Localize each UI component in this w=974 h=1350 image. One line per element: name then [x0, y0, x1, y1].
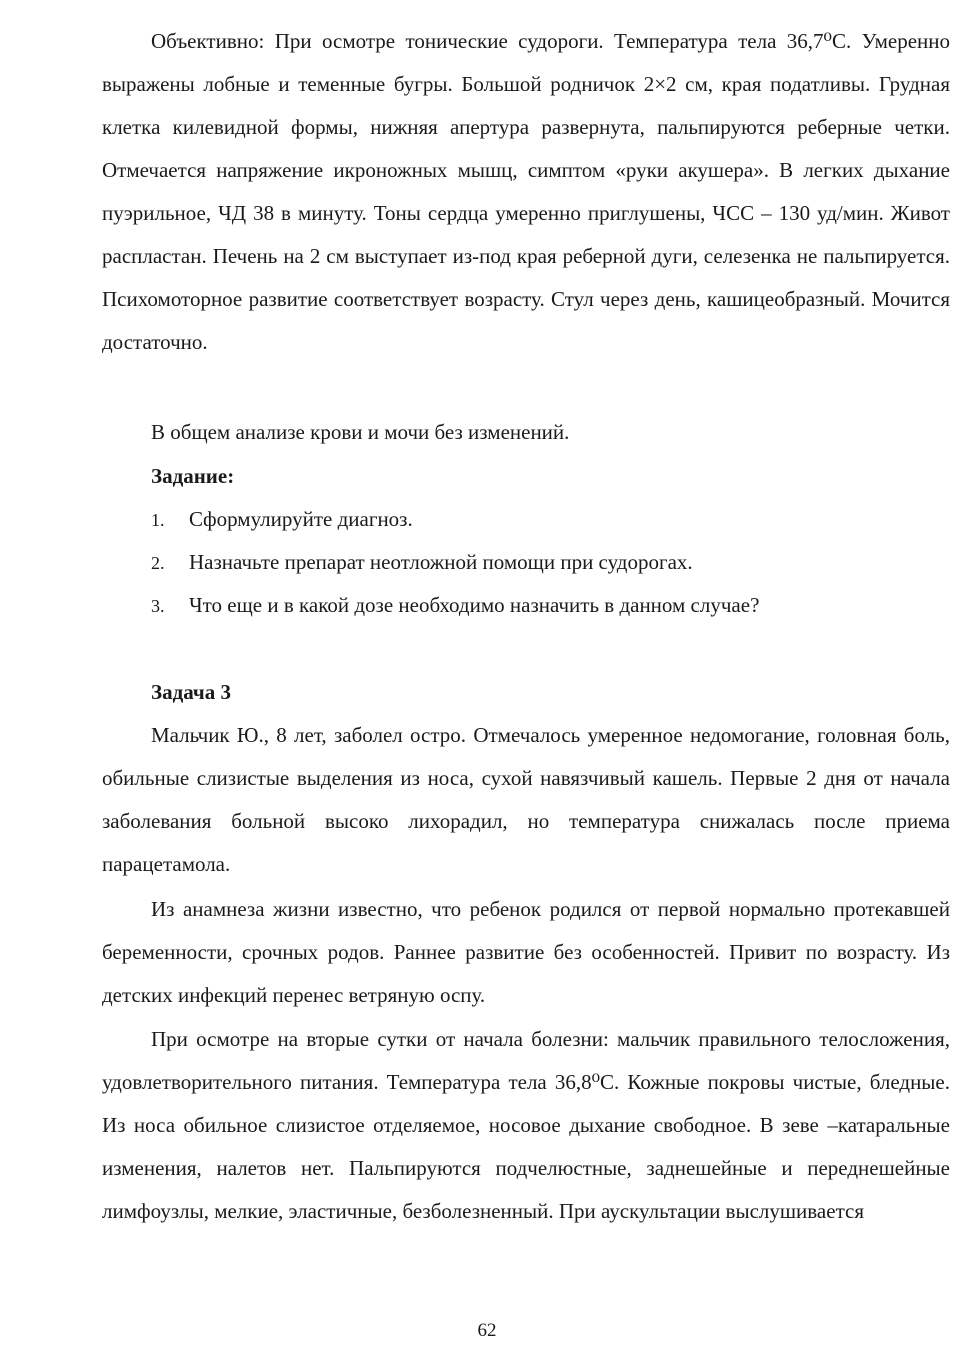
objective-paragraph: Объективно: При осмотре тонические судороги. Температура тела 36,7⁰С. Умеренно выражены лобные и теменные бугры. Большой родничок 2×2 см, края податливы. Грудная клетка килевидной формы, нижняя апертура развернута, пальпируются реберные четки. Отмечается напряжение икроножных мышц, симптом «руки акушера». В легких дыхание пуэрильное, ЧД 38 в минуту. Тоны сердца умеренно приглушены, ЧСС – 130 уд/мин. Живот распластан. Печень на 2 см выступает из-под края реберной дуги, селезенка не пальпируется. Психомоторное развитие соответствует возрасту. Стул через день, кашицеобразный. Мочится достаточно.	[102, 29, 950, 354]
task-item-number: 3.	[151, 596, 165, 616]
task-item-number: 2.	[151, 553, 165, 573]
blood-analysis-line: В общем анализе крови и мочи без изменений.	[151, 420, 570, 444]
task-item-2	[151, 541, 693, 585]
task-item-number: 1.	[151, 510, 165, 530]
task-item-text: Назначьте препарат неотложной помощи при судорогах.	[189, 550, 693, 574]
task3-intro-paragraph: Мальчик Ю., 8 лет, заболел остро. Отмечалось умеренное недомогание, головная боль, обильные слизистые выделения из носа, сухой навязчивый кашель. Первые 2 дня от начала заболевания больной высоко лихорадил, но температура снижалась после приема парацетамола.	[102, 723, 950, 876]
task-heading: Задание:	[151, 464, 235, 488]
page-number: 62	[477, 1320, 497, 1341]
task-item-text: Сформулируйте диагноз.	[189, 507, 413, 531]
task-item-text: Что еще и в какой дозе необходимо назначить в данном случае?	[189, 593, 760, 617]
task-item-3	[151, 584, 759, 628]
task3-heading: Задача 3	[151, 680, 231, 704]
task3-anamnesis-paragraph: Из анамнеза жизни известно, что ребенок родился от первой нормально протекавшей беременности, срочных родов. Раннее развитие без особенностей. Привит по возрасту. Из детских инфекций перенес ветряную оспу.	[102, 897, 950, 1007]
task3-exam-paragraph: При осмотре на вторые сутки от начала болезни: мальчик правильного телосложения, удовлетворительного питания. Температура тела 36,8⁰С. Кожные покровы чистые, бледные. Из носа обильное слизистое отделяемое, носовое дыхание свободное. В зеве –катаральные изменения, налетов нет. Пальпируются подчелюстные, заднешейные и переднешейные лимфоузлы, мелкие, эластичные, безболезненный. При аускультации выслушивается	[102, 1027, 950, 1223]
task-item-1	[151, 498, 413, 542]
